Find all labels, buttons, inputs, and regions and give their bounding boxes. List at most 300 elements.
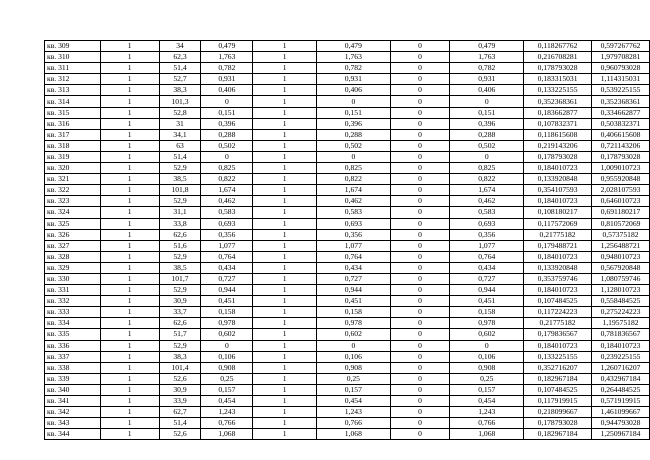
table-cell: 0,184010723 [524, 340, 592, 351]
table-cell: 1 [253, 373, 317, 384]
table-cell: 0,462 [316, 196, 390, 207]
apartment-label-cell: кв. 321 [45, 174, 101, 185]
table-row [45, 351, 650, 362]
table-cell: 0 [390, 273, 450, 284]
table-cell: 0,764 [450, 251, 524, 262]
table-cell: 38,3 [159, 85, 201, 96]
table-row [45, 74, 650, 85]
table-cell: 30,9 [159, 296, 201, 307]
table-row [45, 163, 650, 174]
table-cell: 0,908 [450, 362, 524, 373]
table-cell: 0,558484525 [592, 296, 650, 307]
table-cell: 0,822 [450, 174, 524, 185]
table-cell: 1 [253, 63, 317, 74]
table-cell: 1 [100, 329, 159, 340]
table-cell: 0 [390, 174, 450, 185]
apartment-label-cell: кв. 332 [45, 296, 101, 307]
table-cell: 0,182967184 [524, 373, 592, 384]
table-row [45, 196, 650, 207]
table-cell: 1 [253, 218, 317, 229]
table-cell: 0,216708281 [524, 52, 592, 63]
table-cell: 0,454 [450, 396, 524, 407]
table-cell: 1 [253, 151, 317, 162]
table-cell: 0,479 [201, 41, 253, 52]
table-cell: 0 [390, 107, 450, 118]
apartment-label-cell: кв. 324 [45, 207, 101, 218]
table-row [45, 251, 650, 262]
table-cell: 0,25 [316, 373, 390, 384]
table-cell: 1 [100, 185, 159, 196]
table-cell: 0,567920848 [592, 262, 650, 273]
table-row [45, 151, 650, 162]
apartment-label-cell: кв. 318 [45, 140, 101, 151]
table-cell: 1,979708281 [592, 52, 650, 63]
table-cell: 1 [253, 285, 317, 296]
table-cell: 0,183315031 [524, 74, 592, 85]
table-cell: 1 [253, 107, 317, 118]
table-cell: 34,1 [159, 129, 201, 140]
apartment-label-cell: кв. 326 [45, 229, 101, 240]
table-cell: 0,721143206 [592, 140, 650, 151]
table-cell: 0,451 [316, 296, 390, 307]
table-cell: 0,25 [201, 373, 253, 384]
table-row [45, 41, 650, 52]
table-row [45, 185, 650, 196]
table-cell: 0,948010723 [592, 251, 650, 262]
table-cell: 0 [450, 340, 524, 351]
table-cell: 0,356 [450, 229, 524, 240]
table-cell: 1 [253, 407, 317, 418]
table-row [45, 96, 650, 107]
table-cell: 0,178793028 [524, 151, 592, 162]
table-cell: 0 [201, 96, 253, 107]
table-cell: 1 [253, 129, 317, 140]
table-cell: 0,978 [450, 318, 524, 329]
table-cell: 0,822 [316, 174, 390, 185]
table-cell: 1 [100, 273, 159, 284]
table-cell: 1 [100, 151, 159, 162]
table-cell: 0,406615608 [592, 129, 650, 140]
table-cell: 1 [100, 318, 159, 329]
table-cell: 1,077 [201, 240, 253, 251]
table-cell: 0,275224223 [592, 307, 650, 318]
table-cell: 0 [390, 262, 450, 273]
table-row [45, 407, 650, 418]
table-cell: 0,691180217 [592, 207, 650, 218]
table-cell: 0 [390, 285, 450, 296]
table-cell: 0 [390, 296, 450, 307]
table-cell: 1 [253, 240, 317, 251]
table-cell: 1 [253, 273, 317, 284]
table-cell: 1 [100, 229, 159, 240]
table-cell: 0,118615608 [524, 129, 592, 140]
table-cell: 0 [390, 351, 450, 362]
table-cell: 0,539225155 [592, 85, 650, 96]
table-cell: 1 [253, 174, 317, 185]
table-cell: 1 [253, 262, 317, 273]
table-cell: 31 [159, 118, 201, 129]
table-cell: 0,931 [201, 74, 253, 85]
table-cell: 1 [253, 329, 317, 340]
table-cell: 0,107484525 [524, 384, 592, 395]
table-cell: 0,356 [316, 229, 390, 240]
table-row [45, 396, 650, 407]
table-cell: 0,352368361 [592, 96, 650, 107]
table-cell: 0,825 [316, 163, 390, 174]
table-cell: 0 [390, 140, 450, 151]
table-cell: 1 [253, 185, 317, 196]
table-cell: 1,068 [316, 429, 390, 440]
table-cell: 0 [390, 163, 450, 174]
table-cell: 1 [100, 41, 159, 52]
table-cell: 0,133920848 [524, 262, 592, 273]
table-cell: 0,334662877 [592, 107, 650, 118]
table-cell: 0 [390, 240, 450, 251]
table-cell: 52,9 [159, 163, 201, 174]
table-cell: 0 [390, 218, 450, 229]
table-cell: 34 [159, 41, 201, 52]
table-cell: 1 [253, 207, 317, 218]
table-cell: 0 [390, 118, 450, 129]
apartment-label-cell: кв. 310 [45, 52, 101, 63]
table-cell: 1 [100, 296, 159, 307]
table-row [45, 52, 650, 63]
table-cell: 0,133225155 [524, 351, 592, 362]
table-cell: 1 [253, 74, 317, 85]
apartment-label-cell: кв. 333 [45, 307, 101, 318]
table-cell: 1 [100, 407, 159, 418]
table-cell: 0,354107593 [524, 185, 592, 196]
apartment-label-cell: кв. 339 [45, 373, 101, 384]
table-row [45, 262, 650, 273]
table-cell: 0,781836567 [592, 329, 650, 340]
table-cell: 0,117919915 [524, 396, 592, 407]
apartment-label-cell: кв. 340 [45, 384, 101, 395]
table-cell: 51,4 [159, 151, 201, 162]
table-cell: 0 [390, 85, 450, 96]
table-cell: 0,727 [316, 273, 390, 284]
table-cell: 1,256488721 [592, 240, 650, 251]
table-cell: 0 [390, 373, 450, 384]
table-cell: 0,764 [316, 251, 390, 262]
table-cell: 1,114315031 [592, 74, 650, 85]
table-cell: 0,239225155 [592, 351, 650, 362]
table-cell: 0,184010723 [524, 163, 592, 174]
table-cell: 52,9 [159, 340, 201, 351]
table-cell: 1 [253, 318, 317, 329]
table-cell: 1 [100, 418, 159, 429]
apartment-label-cell: кв. 319 [45, 151, 101, 162]
table-cell: 1,077 [450, 240, 524, 251]
table-cell: 0,502 [316, 140, 390, 151]
table-cell: 52,9 [159, 196, 201, 207]
table-cell: 0,106 [450, 351, 524, 362]
table-cell: 0,944 [450, 285, 524, 296]
apartment-label-cell: кв. 342 [45, 407, 101, 418]
table-cell: 1 [100, 218, 159, 229]
apartment-label-cell: кв. 309 [45, 41, 101, 52]
table-cell: 1 [253, 307, 317, 318]
table-cell: 1 [253, 140, 317, 151]
table-cell: 0,183662877 [524, 107, 592, 118]
table-cell: 1,674 [201, 185, 253, 196]
table-cell: 1 [253, 96, 317, 107]
table-cell: 1 [253, 163, 317, 174]
apartment-label-cell: кв. 317 [45, 129, 101, 140]
table-cell: 0,117224223 [524, 307, 592, 318]
table-cell: 0,764 [201, 251, 253, 262]
apartment-label-cell: кв. 327 [45, 240, 101, 251]
table-cell: 0,693 [450, 218, 524, 229]
table-body [45, 41, 650, 440]
table-cell: 0,157 [201, 384, 253, 395]
table-cell: 0,108180217 [524, 207, 592, 218]
table-cell: 0 [390, 185, 450, 196]
table-cell: 1,243 [316, 407, 390, 418]
table-cell: 0 [201, 151, 253, 162]
table-cell: 101,3 [159, 96, 201, 107]
apartment-label-cell: кв. 323 [45, 196, 101, 207]
apartment-label-cell: кв. 343 [45, 418, 101, 429]
table-cell: 0,931 [316, 74, 390, 85]
table-cell: 51,4 [159, 418, 201, 429]
table-row [45, 362, 650, 373]
table-cell: 38,5 [159, 262, 201, 273]
table-cell: 0,727 [450, 273, 524, 284]
table-cell: 0,782 [450, 63, 524, 74]
table-cell: 0,151 [201, 107, 253, 118]
table-cell: 0,21775182 [524, 318, 592, 329]
table-cell: 1 [253, 384, 317, 395]
table-cell: 0,219143206 [524, 140, 592, 151]
table-row [45, 273, 650, 284]
table-cell: 0,825 [450, 163, 524, 174]
table-cell: 0,825 [201, 163, 253, 174]
table-cell: 0,810572069 [592, 218, 650, 229]
table-row [45, 340, 650, 351]
table-cell: 1 [253, 418, 317, 429]
table-cell: 0 [390, 396, 450, 407]
table-cell: 0 [316, 151, 390, 162]
table-cell: 0 [450, 151, 524, 162]
apartment-label-cell: кв. 322 [45, 185, 101, 196]
table-cell: 0,451 [450, 296, 524, 307]
table-cell: 0,107832371 [524, 118, 592, 129]
table-cell: 0,944 [201, 285, 253, 296]
table-row [45, 174, 650, 185]
table-cell: 0,766 [316, 418, 390, 429]
table-cell: 1 [253, 296, 317, 307]
table-cell: 0,782 [316, 63, 390, 74]
table-cell: 33,9 [159, 396, 201, 407]
table-cell: 0,352716207 [524, 362, 592, 373]
table-cell: 0,396 [450, 118, 524, 129]
data-table [44, 40, 650, 440]
table-row [45, 418, 650, 429]
table-cell: 0 [390, 384, 450, 395]
table-cell: 0 [390, 129, 450, 140]
table-cell: 0,21775182 [524, 229, 592, 240]
table-cell: 0,451 [201, 296, 253, 307]
table-cell: 0,503832371 [592, 118, 650, 129]
table-cell: 52,6 [159, 373, 201, 384]
table-cell: 1 [100, 52, 159, 63]
apartment-label-cell: кв. 336 [45, 340, 101, 351]
table-cell: 1 [100, 174, 159, 185]
apartment-label-cell: кв. 338 [45, 362, 101, 373]
table-cell: 52,9 [159, 251, 201, 262]
table-cell: 51,6 [159, 240, 201, 251]
table-cell: 0,434 [201, 262, 253, 273]
table-cell: 0,693 [316, 218, 390, 229]
table-cell: 0,766 [201, 418, 253, 429]
table-row [45, 384, 650, 395]
table-cell: 0,184010723 [524, 196, 592, 207]
table-cell: 0 [390, 418, 450, 429]
table-cell: 62,3 [159, 52, 201, 63]
table-row [45, 107, 650, 118]
table-row [45, 63, 650, 74]
table-cell: 0 [390, 307, 450, 318]
table-cell: 1 [100, 262, 159, 273]
table-cell: 0,406 [201, 85, 253, 96]
table-cell: 101,7 [159, 273, 201, 284]
table-cell: 0,133920848 [524, 174, 592, 185]
table-cell: 1 [100, 163, 159, 174]
table-cell: 0,502 [450, 140, 524, 151]
table-cell: 0 [390, 429, 450, 440]
apartment-label-cell: кв. 311 [45, 63, 101, 74]
table-cell: 0 [390, 63, 450, 74]
table-cell: 0,178793028 [524, 418, 592, 429]
table-cell: 1,763 [450, 52, 524, 63]
table-cell: 0,908 [201, 362, 253, 373]
table-cell: 1 [100, 118, 159, 129]
table-cell: 0,151 [450, 107, 524, 118]
table-cell: 0,944 [316, 285, 390, 296]
table-cell: 1 [100, 96, 159, 107]
table-row [45, 240, 650, 251]
table-cell: 0,396 [316, 118, 390, 129]
table-cell: 1 [100, 362, 159, 373]
table-cell: 51,7 [159, 329, 201, 340]
table-cell: 1 [100, 63, 159, 74]
table-cell: 0,434 [450, 262, 524, 273]
table-cell: 1 [100, 85, 159, 96]
table-cell: 0 [201, 340, 253, 351]
table-cell: 1,128010723 [592, 285, 650, 296]
table-cell: 0,133225155 [524, 85, 592, 96]
apartment-label-cell: кв. 312 [45, 74, 101, 85]
table-row [45, 318, 650, 329]
table-cell: 1 [253, 118, 317, 129]
table-cell: 0,288 [201, 129, 253, 140]
table-cell: 38,5 [159, 174, 201, 185]
table-cell: 0,264484525 [592, 384, 650, 395]
table-cell: 0,178793028 [524, 63, 592, 74]
apartment-label-cell: кв. 320 [45, 163, 101, 174]
table-cell: 0,353759746 [524, 273, 592, 284]
table-cell: 0 [390, 196, 450, 207]
table-cell: 0,978 [201, 318, 253, 329]
table-cell: 63 [159, 140, 201, 151]
table-cell: 1 [253, 85, 317, 96]
table-row [45, 285, 650, 296]
table-cell: 0,479 [316, 41, 390, 52]
table-row [45, 129, 650, 140]
table-cell: 0,583 [450, 207, 524, 218]
table-cell: 0,356 [201, 229, 253, 240]
table-cell: 0,178793028 [592, 151, 650, 162]
table-cell: 0,434 [316, 262, 390, 273]
apartment-label-cell: кв. 329 [45, 262, 101, 273]
apartment-label-cell: кв. 316 [45, 118, 101, 129]
table-cell: 0,158 [450, 307, 524, 318]
table-row [45, 229, 650, 240]
table-cell: 0,693 [201, 218, 253, 229]
table-cell: 0 [390, 96, 450, 107]
table-cell: 38,3 [159, 351, 201, 362]
table-cell: 0,158 [316, 307, 390, 318]
table-row [45, 373, 650, 384]
table-cell: 0 [390, 340, 450, 351]
table-cell: 0,766 [450, 418, 524, 429]
table-cell: 1 [100, 129, 159, 140]
table-row [45, 85, 650, 96]
apartment-label-cell: кв. 325 [45, 218, 101, 229]
table-row [45, 207, 650, 218]
apartment-label-cell: кв. 335 [45, 329, 101, 340]
table-cell: 52,6 [159, 429, 201, 440]
table-cell: 101,8 [159, 185, 201, 196]
table-cell: 0,454 [316, 396, 390, 407]
apartment-label-cell: кв. 331 [45, 285, 101, 296]
table-cell: 62,6 [159, 229, 201, 240]
table-cell: 0 [390, 74, 450, 85]
table-row [45, 140, 650, 151]
apartment-label-cell: кв. 344 [45, 429, 101, 440]
table-cell: 0,57375182 [592, 229, 650, 240]
table-cell: 0,597267762 [592, 41, 650, 52]
table-cell: 0,822 [201, 174, 253, 185]
table-cell: 1 [100, 340, 159, 351]
table-cell: 0,944793028 [592, 418, 650, 429]
table-cell: 1 [100, 207, 159, 218]
table-cell: 1 [253, 41, 317, 52]
apartment-label-cell: кв. 313 [45, 85, 101, 96]
table-cell: 0,182967184 [524, 429, 592, 440]
table-cell: 0,107484525 [524, 296, 592, 307]
table-cell: 0,602 [316, 329, 390, 340]
table-cell: 0,646010723 [592, 196, 650, 207]
table-cell: 0,406 [316, 85, 390, 96]
table-cell: 1,243 [450, 407, 524, 418]
table-row [45, 296, 650, 307]
table-row [45, 307, 650, 318]
table-cell: 0,727 [201, 273, 253, 284]
table-cell: 0,396 [201, 118, 253, 129]
table-cell: 1 [253, 196, 317, 207]
table-cell: 1,077 [316, 240, 390, 251]
apartment-label-cell: кв. 314 [45, 96, 101, 107]
table-cell: 1 [253, 396, 317, 407]
table-cell: 0,158 [201, 307, 253, 318]
table-cell: 0,583 [316, 207, 390, 218]
table-cell: 0 [390, 407, 450, 418]
table-cell: 0,157 [450, 384, 524, 395]
table-cell: 0,352368361 [524, 96, 592, 107]
table-cell: 1 [100, 373, 159, 384]
